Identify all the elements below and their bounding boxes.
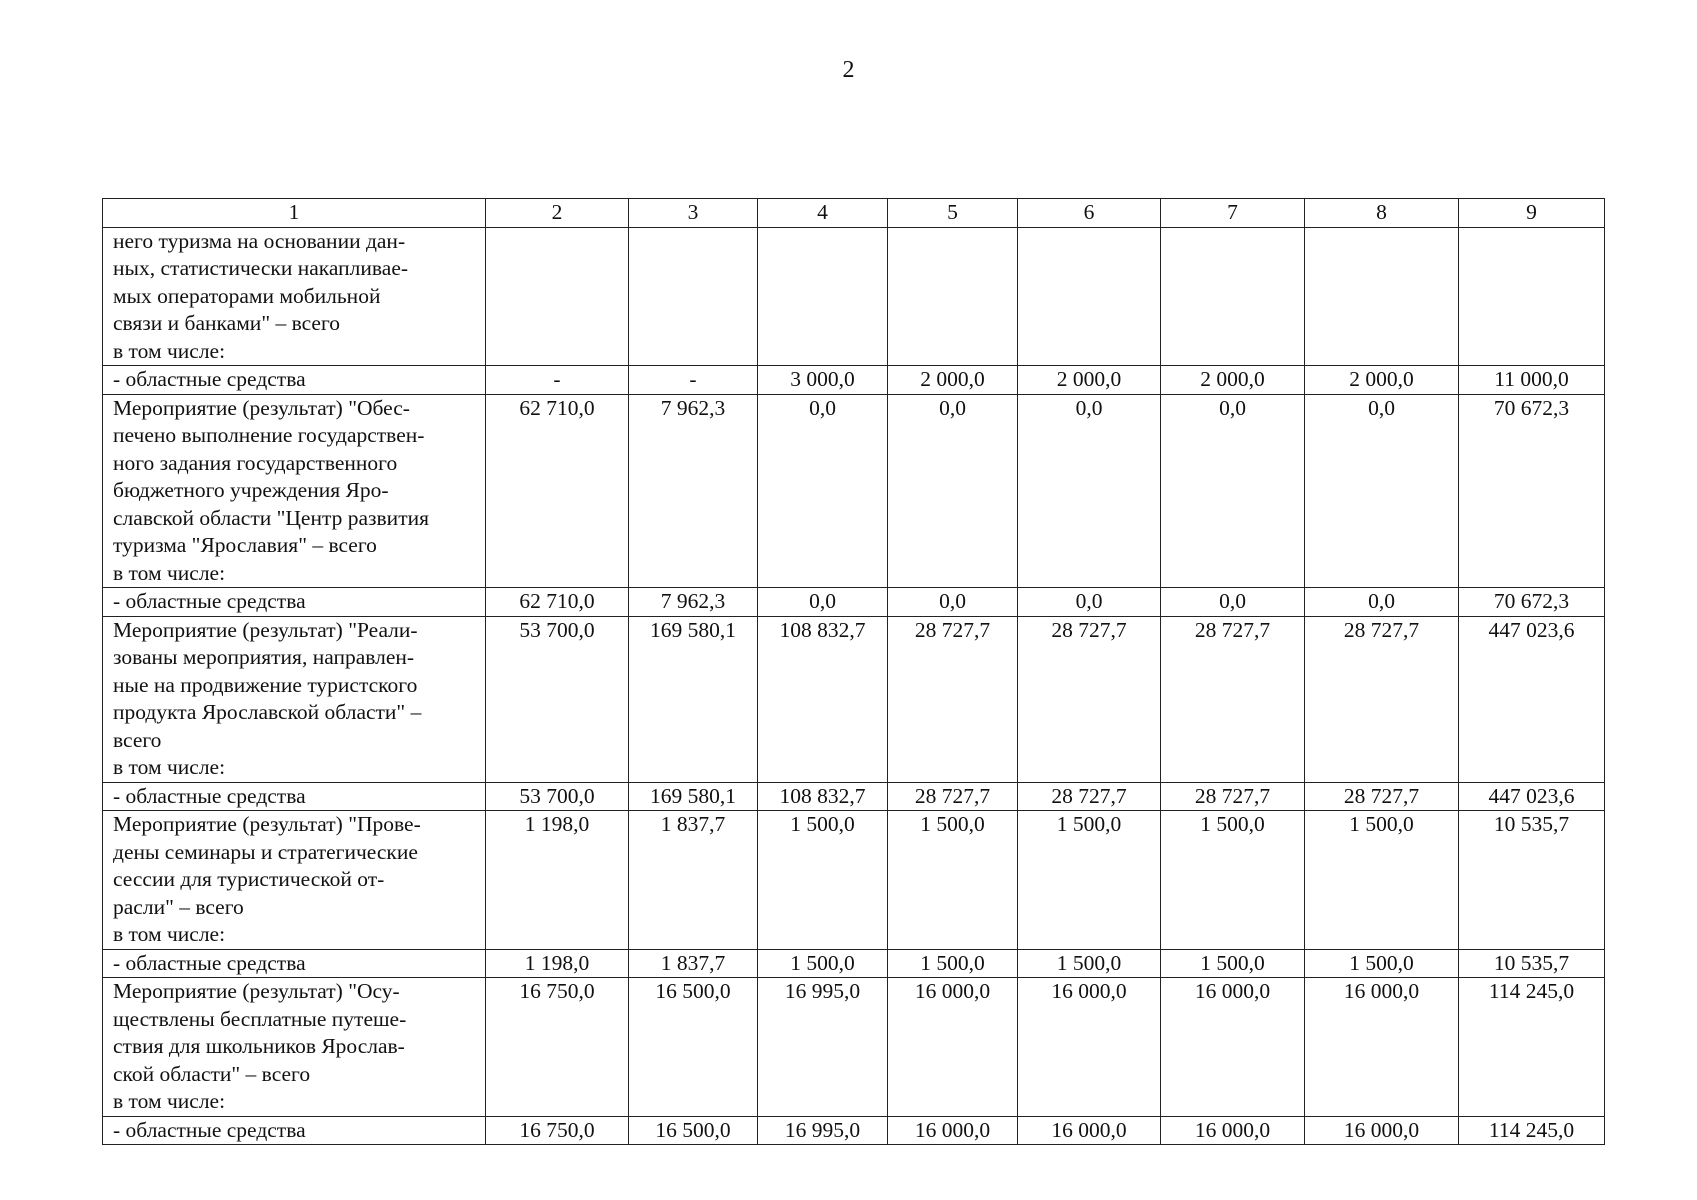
table-row (103, 978, 1605, 1117)
column-header: 5 (888, 199, 1018, 228)
table-cell: 28 727,7 (888, 782, 1018, 811)
header-row (103, 199, 1605, 228)
table-row (103, 616, 1605, 782)
table-cell: 28 727,7 (1305, 782, 1459, 811)
row-label: - областные средства (103, 366, 486, 395)
table-cell: 7 962,3 (629, 588, 758, 617)
table-cell: 16 750,0 (486, 1116, 629, 1145)
table-cell: 11 000,0 (1459, 366, 1605, 395)
table-cell: 28 727,7 (888, 616, 1018, 782)
column-header: 4 (758, 199, 888, 228)
table-cell (888, 227, 1018, 366)
table-row (103, 782, 1605, 811)
table-cell: 0,0 (888, 588, 1018, 617)
table-cell: 70 672,3 (1459, 394, 1605, 588)
table-cell: 0,0 (1305, 394, 1459, 588)
row-label: Мероприятие (результат) "Прове- дены семинары и стратегические сессии для туристической от- расли" – всего в том числе: (103, 811, 486, 950)
table-cell (1018, 227, 1161, 366)
table-cell: 16 000,0 (1305, 1116, 1459, 1145)
column-header: 1 (103, 199, 486, 228)
table-cell: 1 198,0 (486, 949, 629, 978)
table-cell: 0,0 (758, 394, 888, 588)
table-cell: 1 500,0 (758, 811, 888, 950)
table-cell: 16 500,0 (629, 1116, 758, 1145)
table-cell (486, 227, 629, 366)
table-cell: 16 500,0 (629, 978, 758, 1117)
table-cell (1459, 227, 1605, 366)
table-cell (629, 227, 758, 366)
table-cell: 3 000,0 (758, 366, 888, 395)
table-cell: 16 000,0 (1305, 978, 1459, 1117)
table-cell: 0,0 (758, 588, 888, 617)
row-label: - областные средства (103, 588, 486, 617)
table-cell: 1 500,0 (1018, 811, 1161, 950)
column-header: 6 (1018, 199, 1161, 228)
table-cell: - (629, 366, 758, 395)
table-cell: 7 962,3 (629, 394, 758, 588)
table-cell: 28 727,7 (1161, 782, 1305, 811)
row-label: него туризма на основании дан- ных, статистически накапливае- мых операторами мобильной связи и банками" – всего в том числе: (103, 227, 486, 366)
column-header: 2 (486, 199, 629, 228)
page-number: 2 (842, 57, 855, 83)
table-cell (1161, 227, 1305, 366)
table-cell: 10 535,7 (1459, 949, 1605, 978)
table-cell: 1 500,0 (1018, 949, 1161, 978)
table-cell: 16 000,0 (888, 978, 1018, 1117)
table-cell: 1 500,0 (888, 811, 1018, 950)
table-cell: 53 700,0 (486, 782, 629, 811)
table-cell: 114 245,0 (1459, 978, 1605, 1117)
table-cell: 447 023,6 (1459, 782, 1605, 811)
table-cell: 0,0 (1161, 588, 1305, 617)
table-cell: 28 727,7 (1161, 616, 1305, 782)
table-cell: 447 023,6 (1459, 616, 1605, 782)
column-header: 9 (1459, 199, 1605, 228)
table-cell: 10 535,7 (1459, 811, 1605, 950)
table-cell: 1 500,0 (1305, 949, 1459, 978)
table-cell: 0,0 (888, 394, 1018, 588)
table-cell: 16 000,0 (1161, 978, 1305, 1117)
table-cell: 1 500,0 (1161, 949, 1305, 978)
row-label: - областные средства (103, 782, 486, 811)
table-row (103, 394, 1605, 588)
table-row (103, 588, 1605, 617)
table-cell: 1 837,7 (629, 811, 758, 950)
table-cell: 16 000,0 (1018, 978, 1161, 1117)
table-cell: 0,0 (1018, 394, 1161, 588)
table-cell: 62 710,0 (486, 588, 629, 617)
table-cell (758, 227, 888, 366)
table-cell: 1 500,0 (1161, 811, 1305, 950)
table-cell: 2 000,0 (888, 366, 1018, 395)
table-cell: 16 000,0 (1018, 1116, 1161, 1145)
table-cell (1305, 227, 1459, 366)
table-cell: 16 000,0 (1161, 1116, 1305, 1145)
table-cell: 114 245,0 (1459, 1116, 1605, 1145)
table-row (103, 949, 1605, 978)
column-header: 3 (629, 199, 758, 228)
table-cell: 28 727,7 (1018, 616, 1161, 782)
table-cell: 169 580,1 (629, 616, 758, 782)
row-label: - областные средства (103, 949, 486, 978)
table-cell: 16 995,0 (758, 978, 888, 1117)
row-label: Мероприятие (результат) "Обес- печено выполнение государствен- ного задания государственного бюджетного учреждения Яро- славской области "Центр развития туризма "Ярославия" – всего в том числе: (103, 394, 486, 588)
table-cell: 62 710,0 (486, 394, 629, 588)
table-cell: 1 198,0 (486, 811, 629, 950)
table-row (103, 811, 1605, 950)
row-label: Мероприятие (результат) "Осу- ществлены бесплатные путеше- ствия для школьников Ярослав- ской области" – всего в том числе: (103, 978, 486, 1117)
table-cell: 28 727,7 (1018, 782, 1161, 811)
table-cell: 70 672,3 (1459, 588, 1605, 617)
table-cell: 108 832,7 (758, 782, 888, 811)
row-label: - областные средства (103, 1116, 486, 1145)
table-cell: 0,0 (1305, 588, 1459, 617)
table-cell: 0,0 (1018, 588, 1161, 617)
table-cell: 169 580,1 (629, 782, 758, 811)
table-row (103, 1116, 1605, 1145)
table-cell: - (486, 366, 629, 395)
table-row (103, 227, 1605, 366)
table-cell: 2 000,0 (1305, 366, 1459, 395)
table-cell: 1 837,7 (629, 949, 758, 978)
table-cell: 2 000,0 (1018, 366, 1161, 395)
column-header: 7 (1161, 199, 1305, 228)
table-cell: 1 500,0 (1305, 811, 1459, 950)
table-cell: 28 727,7 (1305, 616, 1459, 782)
column-header: 8 (1305, 199, 1459, 228)
table-cell: 1 500,0 (758, 949, 888, 978)
row-label: Мероприятие (результат) "Реали- зованы мероприятия, направлен- ные на продвижение туристского продукта Ярославской области" – всего в том числе: (103, 616, 486, 782)
table-cell: 16 995,0 (758, 1116, 888, 1145)
table-cell: 1 500,0 (888, 949, 1018, 978)
table-cell: 16 000,0 (888, 1116, 1018, 1145)
table-cell: 2 000,0 (1161, 366, 1305, 395)
budget-table (102, 198, 1605, 1145)
table-cell: 16 750,0 (486, 978, 629, 1117)
table-cell: 108 832,7 (758, 616, 888, 782)
table-row (103, 366, 1605, 395)
table-cell: 53 700,0 (486, 616, 629, 782)
table-cell: 0,0 (1161, 394, 1305, 588)
